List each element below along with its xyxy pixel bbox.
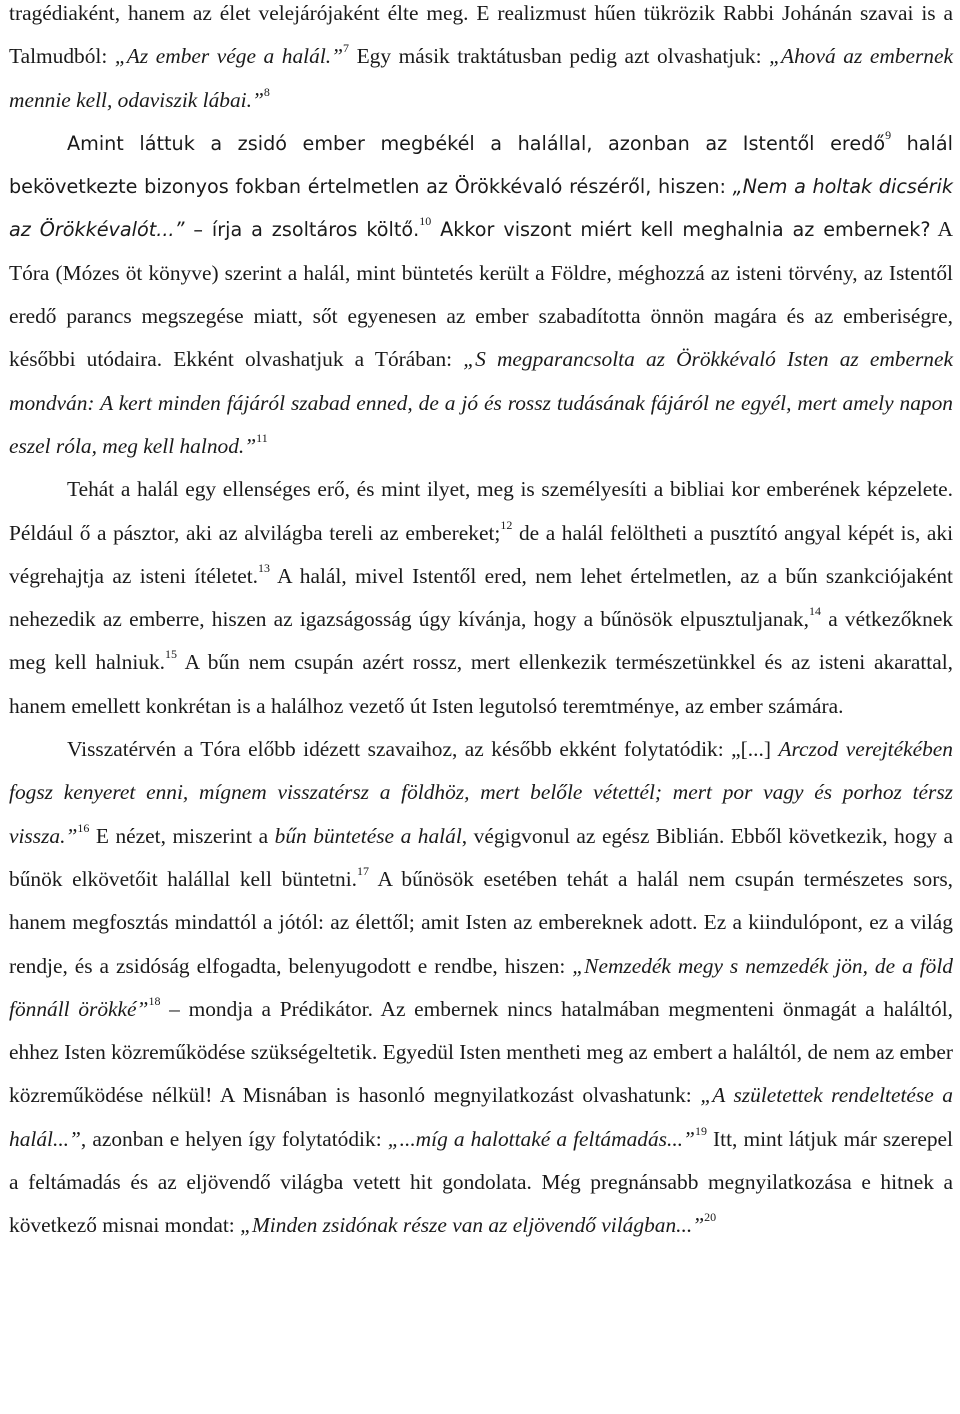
italic-quote: „A születettek rendeltetése a halál...” [9,1083,953,1151]
footnote-ref: 9 [885,128,892,143]
footnote-ref: 15 [165,647,178,662]
text-run: , végigvonul az egész Biblián. Ebből következik, hogy a bűnök elkövetőit halállal kell büntetni. [9,823,953,891]
italic-quote: Arczod verejtékében fogsz kenyeret enni, mígnem visszatérsz a földhöz, mert belőle vétettél; mert por vagy és porhoz térsz vissza.” [9,737,953,848]
italic-quote: „S megparancsolta az Örökkévaló Isten az embernek mondván: A kert minden fájáról szabad enned, de a jó és rossz tudásának fájáról ne egyél, mert amely napon eszel róla, meg kell halnod.” [9,347,953,458]
text-run: A Tóra (Mózes öt könyve) szerint a halál, mint büntetés került a Földre, méghozzá az isteni törvény, az Istentől eredő parancs megszegése miatt, sőt egyenesen az ember szabadította önnön magára és az emberiségre, későbbi utódaira. Ekként olvashatjuk a Tórában: [9,217,953,372]
text-run: halál bekövetkezte bizonyos fokban értelmetlen az Örökkévaló részéről, hiszen: [9,131,953,199]
footnote-ref: 19 [694,1123,707,1138]
text-run: Akkor viszont miért kell meghalnia az embernek? [431,218,931,242]
text-run: , azonban e helyen így folytatódik: [80,1126,388,1151]
text-run: E nézet, miszerint a [89,823,275,848]
footnote-ref: 11 [256,431,268,446]
italic-quote: „Nem a holtak dicsérik az Örökkévalót...” [9,175,953,242]
footnote-ref: 17 [357,864,370,879]
document-page [9,0,953,1248]
text-run: Amint láttuk a zsidó ember megbékél a halállal, azonban az Istentől eredő [67,131,886,155]
footnote-ref: 14 [808,604,821,619]
footnote-ref: 16 [77,820,90,835]
paragraph-1 [9,0,953,122]
text-run: Egy másik traktátusban pedig azt olvashatjuk: [349,44,770,69]
italic-quote: „Minden zsidónak része van az eljövendő világban...” [240,1213,705,1238]
italic-quote: „Az ember vége a halál.” [114,44,344,69]
footnote-ref: 20 [704,1210,717,1225]
footnote-ref: 12 [500,517,513,532]
text-run: A halál, mivel Istentől ered, nem lehet értelmetlen, az a bűn szankciójaként nehezedik az emberre, hiszen az igazságosság úgy kívánja, hogy a bűnösök elpusztuljanak, [9,563,953,632]
paragraph-2 [9,122,953,468]
paragraph-4 [9,728,953,1248]
text-run: Itt, mint látjuk már szerepel a feltámadás és az eljövendő világba vetett hit gondolata. Még pregnánsabb megnyilatkozása e hitnek a következő misnai mondat: [9,1126,953,1238]
footnote-ref: 18 [148,994,161,1009]
text-run: tragédiaként, hanem az élet velejárójaként élte meg. E realizmust hűen tükrözik Rabbi Johánán szavai is a Talmudból: [9,1,953,69]
italic-quote: „Nemzedék megy s nemzedék jön, de a föld fönnáll örökké” [9,953,953,1021]
footnote-ref: 7 [343,41,350,56]
footnote-ref: 13 [257,561,270,576]
paragraph-3 [9,468,953,728]
text-run: – írja a zsoltáros költő. [184,218,420,242]
text-run: A bűnösök esetében tehát a halál nem csupán természetes sors, hanem megfosztás mindattól a jótól: az élettől; amit Isten az embereknek adott. Ez a kiindulópont, ez a világ rendje, és a zsidóság elfogadta, belenyugodott e rendbe, hiszen: [9,866,954,978]
text-run: de a halál felöltheti a pusztító angyal képét is, aki végrehajtja az isteni ítéletet. [9,520,954,588]
footnote-ref: 8 [263,84,270,99]
italic-quote: bűn büntetése a halál [274,823,462,848]
italic-quote: „Ahová az embernek mennie kell, odaviszik lábai.” [9,44,953,112]
italic-quote: „...míg a halottaké a feltámadás...” [387,1126,695,1151]
text-run: Tehát a halál egy ellenséges erő, és mint ilyet, meg is személyesíti a bibliai kor emberének képzelete. Például ő a pásztor, aki az alvilágba tereli az embereket; [9,477,953,545]
text-run: Visszatérvén a Tóra előbb idézett szavaihoz, az később ekként folytatódik: „[...] [67,737,779,762]
text-run: a vétkezőknek meg kell halniuk. [9,607,954,675]
footnote-ref: 10 [419,214,432,229]
text-run: – mondja a Prédikátor. Az embernek nincs hatalmában megmenteni önmagát a haláltól, ehhez Isten közreműködése szükségeltetik. Egyedül Isten mentheti meg az embert a haláltól, de nem az ember közreműködése nélkül! A Misnában is hasonló megnyilatkozást olvashatunk: [9,996,953,1108]
text-run: A bűn nem csupán azért rossz, mert ellenkezik természetünkkel és az isteni akarattal, hanem emellett konkrétan is a halálhoz vezető út Isten legutolsó teremtménye, az ember számára. [9,650,954,718]
